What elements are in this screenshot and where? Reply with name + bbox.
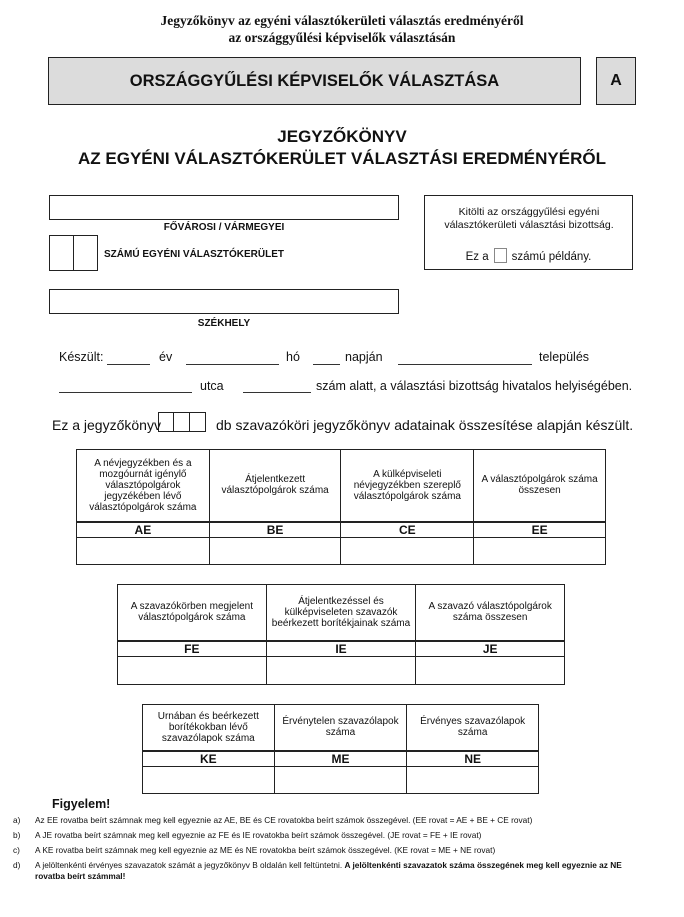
title-line-1: JEGYZŐKÖNYV (277, 127, 407, 146)
year-label: év (159, 350, 173, 364)
note-d (13, 860, 653, 882)
value-je[interactable] (416, 657, 565, 685)
attention-title: Figyelem! (52, 797, 111, 811)
election-banner (48, 57, 581, 105)
header-ae: A névjegyzékben és a mozgóurnát igénylő választópolgárok jegyzékében lévő választópolgárok száma (77, 450, 210, 522)
prepared-label: Készült: (59, 350, 104, 364)
header-be: Átjelentkezett választópolgárok száma (209, 450, 341, 522)
voters-value-row (77, 538, 606, 565)
note-d-text: A jelöltenkénti érvényes szavazatok számát a jegyzőkönyv B oldalán kell feltüntetni. (35, 860, 343, 870)
note-d-bold-text: A jelöltenkénti szavazatok száma összegének meg kell egyeznie az NE rovatba beírt számmal! (35, 860, 622, 881)
form-letter: A (610, 72, 622, 89)
code-ie: IE (266, 641, 416, 657)
polling-count-digit-2[interactable] (174, 412, 190, 432)
banner-title: ORSZÁGGYŰLÉSI KÉPVISELŐK VÁLASZTÁSA (129, 71, 500, 90)
code-fe: FE (118, 641, 267, 657)
note-c-text: A KE rovatba beírt számnak meg kell egyeznie az ME és NE rovatokba beírt számok összegével. (KE rovat = ME + NE rovat) (35, 845, 496, 855)
code-ee: EE (474, 522, 606, 538)
header-ne: Érvényes szavazólapok száma (407, 705, 539, 751)
value-fe[interactable] (118, 657, 267, 685)
commission-info-text: Kitölti az országgyűlési egyéni választókerületi választási bizottság. (444, 206, 614, 231)
turnout-header-row (118, 585, 565, 641)
value-ae[interactable] (77, 538, 210, 565)
month-label: hó (286, 350, 300, 364)
code-ne: NE (407, 751, 539, 767)
code-be: BE (209, 522, 341, 538)
copy-number-input[interactable] (494, 248, 507, 263)
summary-prefix: Ez a jegyzőkönyv (52, 417, 161, 433)
code-je: JE (416, 641, 565, 657)
value-ee[interactable] (474, 538, 606, 565)
title-line-2: AZ EGYÉNI VÁLASZTÓKERÜLET VÁLASZTÁSI EREDMÉNYÉRŐL (78, 149, 606, 168)
note-c-marker: c) (13, 845, 20, 855)
ballots-table (142, 704, 539, 794)
header-je: A szavazó választópolgárok száma összesen (416, 585, 565, 641)
ballots-code-row (143, 751, 539, 767)
note-a (13, 815, 673, 826)
settlement-input[interactable] (398, 364, 532, 365)
seat-input[interactable] (49, 289, 399, 314)
copy-suffix: számú példány. (511, 251, 592, 263)
voters-header-row (77, 450, 606, 522)
street-label: utca (200, 379, 224, 393)
note-b (13, 830, 673, 841)
copy-number-line (425, 248, 632, 263)
turnout-code-row (118, 641, 565, 657)
commission-info-box (424, 195, 633, 270)
document-title (0, 126, 684, 170)
copy-prefix: Ez a (465, 251, 489, 263)
settlement-label: település (539, 350, 590, 364)
note-a-text: Az EE rovatba beírt számnak meg kell egyeznie az AE, BE és CE rovatokba beírt számok összegével. (EE rovat = AE + BE + CE rovat) (35, 815, 533, 825)
value-ke[interactable] (143, 767, 275, 794)
ballots-value-row (143, 767, 539, 794)
header-line-2: az országgyűlési képviselők választásán (228, 30, 456, 45)
value-ie[interactable] (266, 657, 416, 685)
value-ce[interactable] (341, 538, 474, 565)
value-me[interactable] (274, 767, 407, 794)
day-label: napján (345, 350, 383, 364)
header-fe: A szavazókörben megjelent választópolgárok száma (118, 585, 267, 641)
district-digit-1[interactable] (49, 235, 74, 271)
note-b-marker: b) (13, 830, 21, 840)
note-d-marker: d) (13, 860, 21, 870)
district-digit-2[interactable] (73, 235, 98, 271)
header-me: Érvénytelen szavazólapok száma (274, 705, 407, 751)
header-line-1: Jegyzőkönyv az egyéni választókerületi választás eredményéről (160, 13, 524, 28)
house-number-input[interactable] (243, 392, 311, 393)
day-input[interactable] (313, 364, 340, 365)
code-ce: CE (341, 522, 474, 538)
polling-count-digit-3[interactable] (190, 412, 206, 432)
county-input[interactable] (49, 195, 399, 220)
street-input[interactable] (59, 392, 192, 393)
address-text: szám alatt, a választási bizottság hivatalos helyiségében. (316, 379, 633, 393)
note-c (13, 845, 673, 856)
code-me: ME (274, 751, 407, 767)
note-a-marker: a) (13, 815, 21, 825)
polling-count-digit-1[interactable] (158, 412, 174, 432)
header-ke: Urnában és beérkezett borítékokban lévő szavazólapok száma (143, 705, 275, 751)
value-ne[interactable] (407, 767, 539, 794)
header-ce: A külképviseleti névjegyzékben szereplő választópolgárok száma (341, 450, 474, 522)
turnout-table (117, 584, 565, 685)
summary-suffix: db szavazóköri jegyzőkönyv adatainak összesítése alapján készült. (216, 417, 634, 433)
form-letter-box (596, 57, 636, 105)
document-header (0, 12, 684, 46)
seat-label: SZÉKHELY (197, 318, 251, 329)
code-ae: AE (77, 522, 210, 538)
value-be[interactable] (209, 538, 341, 565)
month-input[interactable] (186, 364, 279, 365)
header-ee: A választópolgárok száma összesen (474, 450, 606, 522)
district-label: SZÁMÚ EGYÉNI VÁLASZTÓKERÜLET (104, 249, 285, 260)
note-b-text: A JE rovatba beírt számnak meg kell egyeznie az FE és IE rovatokba beírt számok összegével. (JE rovat = FE + IE rovat) (35, 830, 482, 840)
year-input[interactable] (107, 364, 150, 365)
voters-code-row (77, 522, 606, 538)
voters-table (76, 449, 606, 565)
county-label: FŐVÁROSI / VÁRMEGYEI (163, 222, 285, 233)
ballots-header-row (143, 705, 539, 751)
polling-count-boxes (158, 412, 206, 432)
note-d-body (35, 860, 645, 882)
code-ke: KE (143, 751, 275, 767)
header-ie: Átjelentkezéssel és külképviseleten szavazók beérkezett borítékjainak száma (266, 585, 416, 641)
turnout-value-row (118, 657, 565, 685)
